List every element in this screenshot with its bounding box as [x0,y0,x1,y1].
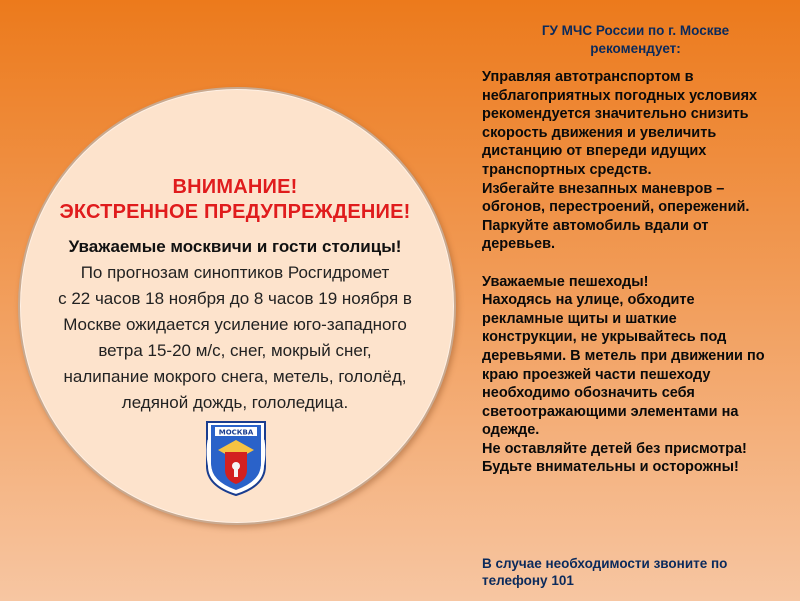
pedestrian-advice-line: одежде. [482,422,540,439]
driver-advice-line: Паркуйте автомобиль вдали от [482,217,709,234]
emblem-city-label: МОСКВА [218,428,254,437]
recommendations-text [482,68,792,477]
pedestrian-advice-line: Не оставляйте детей без присмотра! [482,440,747,457]
pedestrian-advice-line: Будьте внимательны и осторожны! [482,459,739,476]
warning-line: По прогнозам синоптиков Росгидромет [80,263,390,282]
driver-advice-line: Избегайте внезапных маневров – [482,180,725,197]
warning-line: ветра 15-20 м/с, снег, мокрый снег, [98,341,372,360]
alert-title: ВНИМАНИЕ! [172,176,298,198]
mchs-moscow-emblem-icon [203,420,269,496]
driver-advice-line: деревьев. [482,236,556,253]
pedestrian-advice-line: конструкции, не укрывайтесь под [482,329,727,346]
driver-advice-line: дистанцию от впереди идущих [482,143,707,160]
pedestrian-advice-line: Уважаемые пешеходы! [482,273,649,290]
warning-line: Москве ожидается усиление юго-западного [63,315,407,334]
pedestrian-advice-line: Находясь на улице, обходите [482,292,695,309]
pedestrian-advice-line: деревьями. В метель при движении по [482,347,765,364]
emergency-phone-note: В случае необходимости звоните по телефону 101 [482,556,728,588]
driver-advice-line: неблагоприятных погодных условиях [482,87,758,104]
pedestrian-advice-line: краю проезжей части пешеходу [482,366,711,383]
warning-line: с 22 часов 18 ноября до 8 часов 19 ноября в [58,289,412,308]
pedestrian-advice-line: необходимо обозначить себя [482,385,695,402]
driver-advice-line: рекомендуется значительно снизить [482,106,749,123]
driver-advice-line: обгонов, перестроений, опережений. [482,199,750,216]
alert-subtitle: ЭКСТРЕННОЕ ПРЕДУПРЕЖДЕНИЕ! [59,201,411,223]
pedestrian-advice-line: светоотражающими элементами на [482,403,739,420]
pedestrian-advice-line: рекламные щиты и шаткие [482,310,677,327]
recommendation-header: ГУ МЧС России по г. Москве рекомендует: [541,23,730,56]
warning-greeting: Уважаемые москвичи и гости столицы! [68,237,402,256]
driver-advice-line: транспортных средств. [482,161,652,178]
driver-advice-line: Управляя автотранспортом в [482,69,694,85]
paragraph-gap [482,254,792,273]
driver-advice-line: скорость движения и увеличить [482,124,717,141]
warning-line: ледяной дождь, гололедица. [121,393,349,412]
warning-line: налипание мокрого снега, метель, гололёд, [63,367,407,386]
